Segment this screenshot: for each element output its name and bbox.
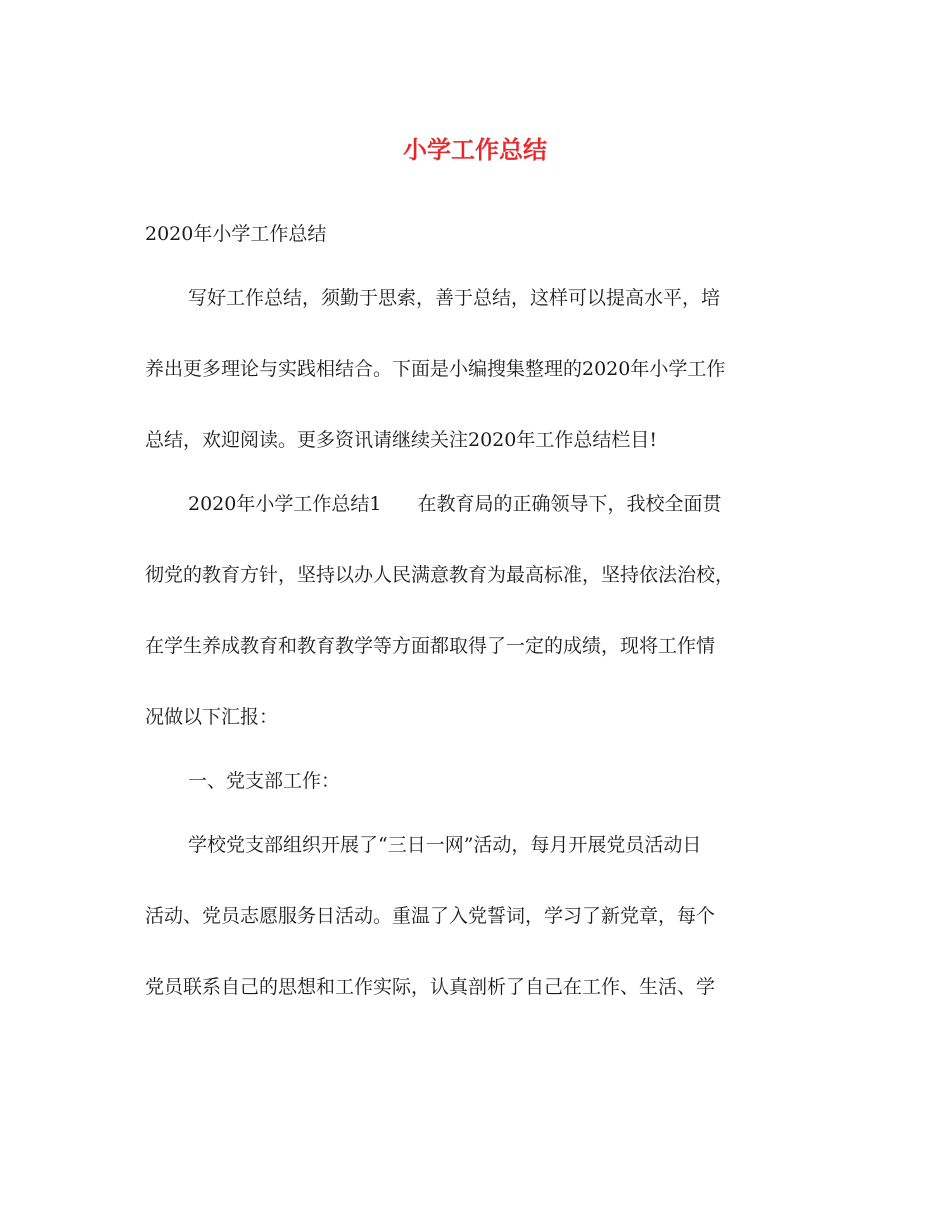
paragraph-line: 养出更多理论与实践相结合。下面是小编搜集整理的2020年小学工作	[145, 358, 726, 380]
paragraph-line	[188, 489, 848, 519]
paragraph-line: 学校党支部组织开展了“三日一网”活动，每月开展党员活动日	[188, 834, 702, 856]
paragraph-line: 况做以下汇报：	[145, 706, 279, 728]
section-heading: 一、党支部工作：	[188, 770, 341, 792]
document-title: 小学工作总结	[403, 136, 547, 164]
paragraph-text: 在教育局的正确领导下，我校全面贯	[417, 493, 722, 515]
document-subtitle: 2020年小学工作总结	[145, 223, 327, 245]
paragraph-line: 彻党的教育方针，坚持以办人民满意教育为最高标准，坚持依法治校，	[145, 564, 735, 586]
paragraph-line: 总结，欢迎阅读。更多资讯请继续关注2020年工作总结栏目!	[145, 429, 657, 451]
section-heading: 2020年小学工作总结1	[188, 493, 382, 515]
paragraph-line: 在学生养成教育和教育教学等方面都取得了一定的成绩，现将工作情	[145, 635, 716, 657]
paragraph-line: 党员联系自己的思想和工作实际，认真剖析了自己在工作、生活、学	[145, 976, 716, 998]
paragraph-line: 活动、党员志愿服务日活动。重温了入党誓词，学习了新党章，每个	[145, 905, 716, 927]
paragraph-line: 写好工作总结，须勤于思索，善于总结，这样可以提高水平，培	[188, 287, 721, 309]
